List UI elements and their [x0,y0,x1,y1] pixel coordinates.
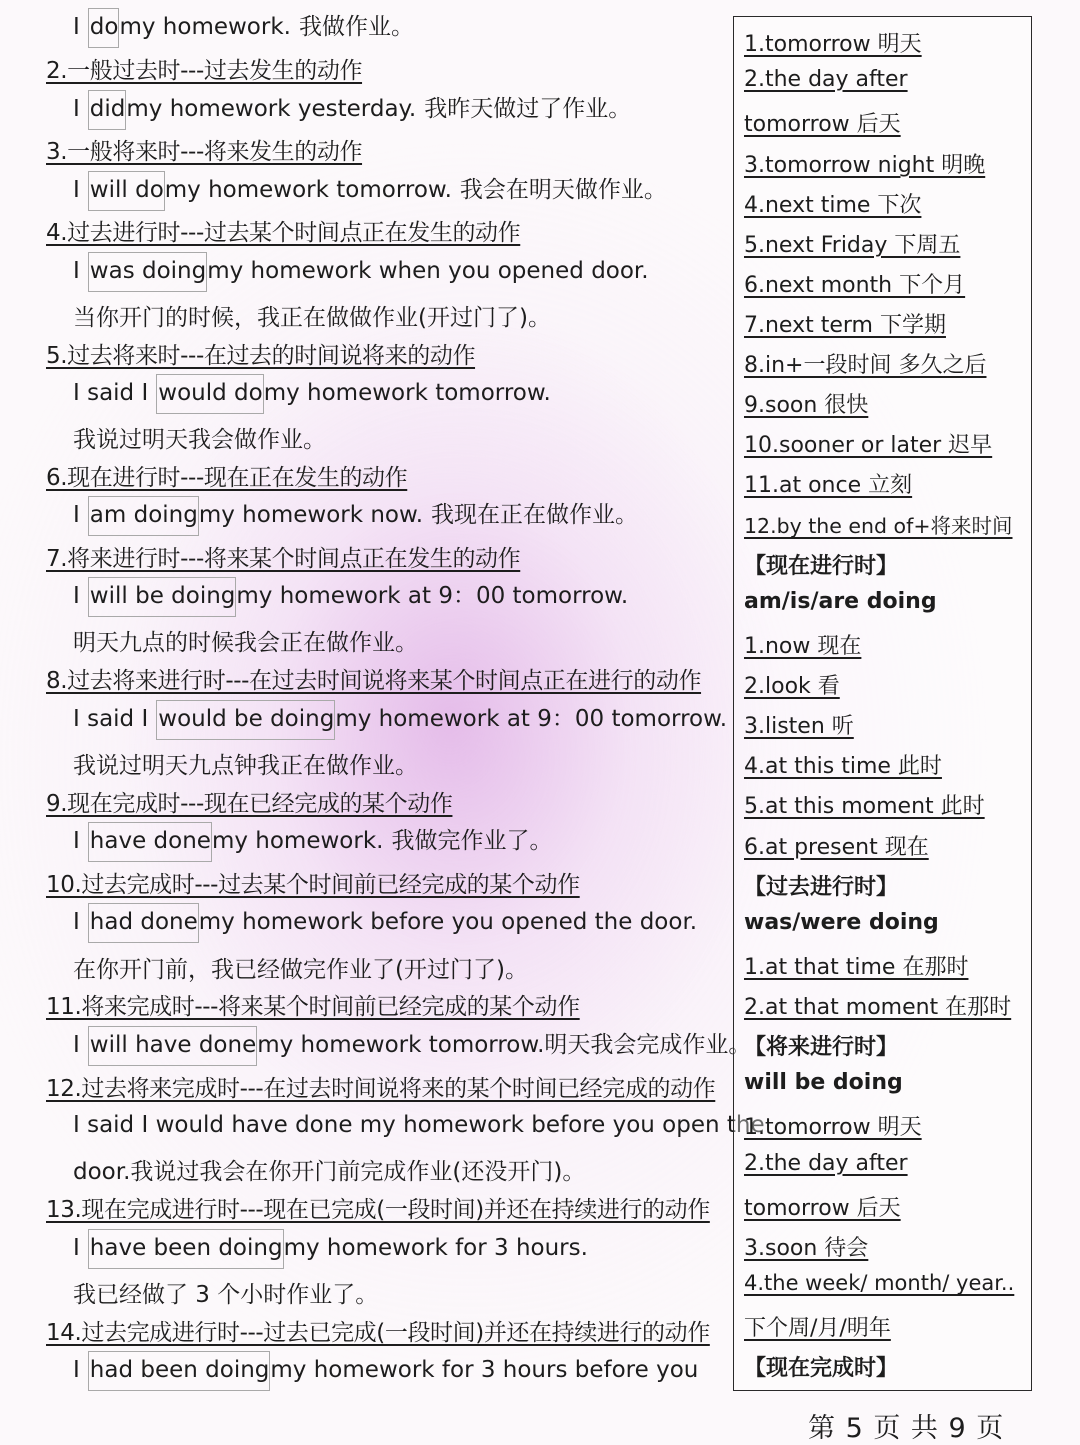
tense-heading: 8.过去将来进行时---在过去时间说将来某个时间点正在进行的动作 [46,668,702,694]
sidebar-item: 1.tomorrow 明天 [744,32,922,57]
tense-heading: 9.现在完成时---现在已经完成的某个动作 [46,791,453,817]
sidebar-item: 1.at that time 在那时 [744,955,969,980]
example-sentence [73,700,727,740]
sidebar-item: 3.listen 听 [744,714,854,739]
verb-form-box: have been doing [88,1229,284,1269]
sidebar-item: 7.next term 下学期 [744,313,946,338]
example-prefix: I [73,1032,80,1058]
example-rest: my homework when you opened door. [207,258,649,284]
sidebar-item: tomorrow 后天 [744,112,901,137]
verb-form-box: have done [88,822,212,862]
verb-form-box: will be doing [88,577,237,617]
example-prefix: I [73,1235,80,1261]
example-rest: my homework tomorrow.明天我会完成作业。 [257,1032,752,1058]
example-prefix: I [73,1357,80,1383]
example-sentence [73,1026,751,1066]
tense-heading: 11.将来完成时---将来某个时间前已经完成的某个动作 [46,994,580,1020]
example-prefix: I [73,14,80,40]
example-sentence [73,577,628,617]
sidebar-item: 12.by the end of+将来时间 [744,514,1013,538]
example-sentence: door.我说过我会在你开门前完成作业(还没开门)。 [73,1159,586,1185]
sidebar-section-title: 【过去进行时】 [744,875,899,900]
example-prefix: I [73,583,80,609]
example-translation: 我已经做了 3 个小时作业了。 [73,1282,379,1308]
sidebar-item: 5.at this moment 此时 [744,794,985,819]
verb-form-box: do [88,8,120,48]
example-prefix: I [73,177,80,203]
example-sentence [73,903,697,943]
sidebar-item: 6.next month 下个月 [744,273,966,298]
example-sentence [73,822,552,862]
example-prefix: I [73,909,80,935]
verb-form-box: would do [156,374,263,414]
example-prefix: I [73,258,80,284]
verb-form-box: will do [88,171,165,211]
tense-heading: 2.一般过去时---过去发生的动作 [46,58,363,84]
sidebar-section-title: 【现在完成时】 [744,1356,899,1381]
tense-heading: 14.过去完成进行时---过去已完成(一段时间)并还在持续进行的动作 [46,1320,710,1346]
tense-heading: 7.将来进行时---将来某个时间点正在发生的动作 [46,546,521,572]
page-number: 第 5 页 共 9 页 [808,1413,1005,1444]
example-translation: 在你开门前，我已经做完作业了(开过门了)。 [73,957,528,983]
sidebar-item: 2.at that moment 在那时 [744,995,1012,1020]
example-sentence [73,374,551,414]
example-translation: 我会在明天做作业。 [459,177,667,203]
sidebar-item: tomorrow 后天 [744,1196,901,1221]
example-rest: my homework tomorrow. [263,380,551,406]
sidebar-item: 2.the day after [744,1151,908,1176]
example-rest: my homework at 9：00 tomorrow. [335,706,728,732]
time-expressions-box [733,16,1032,1391]
sidebar-formula: was/were doing [744,910,939,935]
sidebar-item: 1.now 现在 [744,634,862,659]
example-translation: 我说过明天九点钟我正在做作业。 [73,753,418,779]
example-translation: 我做完作业了。 [391,828,553,854]
tense-heading: 4.过去进行时---过去某个时间点正在发生的动作 [46,220,521,246]
example-rest: my homework at 9：00 tomorrow. [236,583,629,609]
sidebar-item: 8.in+一段时间 多久之后 [744,353,987,378]
example-translation: 我说过明天我会做作业。 [73,427,326,453]
tense-heading: 3.一般将来时---将来发生的动作 [46,139,363,165]
sidebar-item: 5.next Friday 下周五 [744,233,961,258]
sidebar-item: 4.next time 下次 [744,193,922,218]
example-rest: my homework for 3 hours. [283,1235,588,1261]
sidebar-item: 2.look 看 [744,674,840,699]
sidebar-item: 10.sooner or later 迟早 [744,433,993,458]
example-rest: my homework now. [198,502,424,528]
tense-heading: 5.过去将来时---在过去的时间说将来的动作 [46,343,476,369]
tense-heading: 12.过去将来完成时---在过去时间说将来的某个时间已经完成的动作 [46,1076,716,1102]
example-prefix: I said I [73,380,149,406]
example-translation: 我现在正在做作业。 [431,502,639,528]
tense-heading: 6.现在进行时---现在正在发生的动作 [46,465,408,491]
example-rest: my homework for 3 hours before you [270,1357,699,1383]
sidebar-item: 下个周/月/明年 [744,1316,891,1341]
verb-form-box: will have done [88,1026,257,1066]
verb-form-box: am doing [88,496,199,536]
example-sentence: I said I would have done my homework before you open the [73,1112,765,1138]
example-prefix: I said I [73,706,149,732]
example-sentence [73,171,667,211]
sidebar-item: 4.the week/ month/ year.. [744,1271,1015,1295]
example-prefix: I [73,502,80,528]
verb-form-box: had done [88,903,199,943]
sidebar-formula: am/is/are doing [744,589,937,614]
sidebar-item: 6.at present 现在 [744,835,929,860]
example-translation: 明天九点的时候我会正在做作业。 [73,630,418,656]
example-sentence [73,496,638,536]
tense-heading: 13.现在完成进行时---现在已完成(一段时间)并还在持续进行的动作 [46,1197,710,1223]
sidebar-item: 1.tomorrow 明天 [744,1115,922,1140]
example-sentence [73,90,631,130]
example-translation: 我做作业。 [298,14,414,40]
example-rest: my homework before you opened the door. [198,909,698,935]
sidebar-item: 3.tomorrow night 明晚 [744,153,986,178]
example-rest: my homework. [119,14,291,40]
example-sentence [73,1351,698,1391]
verb-form-box: was doing [88,252,207,292]
example-prefix: I [73,96,80,122]
verb-form-box: would be doing [156,700,335,740]
example-sentence [73,252,649,292]
sidebar-item: 4.at this time 此时 [744,754,942,779]
verb-form-box: had been doing [88,1351,271,1391]
example-rest: my homework yesterday. [126,96,417,122]
sidebar-item: 11.at once 立刻 [744,473,913,498]
sidebar-item: 9.soon 很快 [744,393,869,418]
sidebar-section-title: 【将来进行时】 [744,1035,899,1060]
sidebar-formula: will be doing [744,1070,903,1095]
tense-heading: 10.过去完成时---过去某个时间前已经完成的某个动作 [46,872,580,898]
example-prefix: I [73,828,80,854]
example-translation: 当你开门的时候，我正在做做作业(开过门了)。 [73,305,551,331]
verb-form-box: did [88,90,127,130]
example-rest: my homework. [211,828,384,854]
sidebar-section-title: 【现在进行时】 [744,554,899,579]
sidebar-item: 2.the day after [744,67,908,92]
example-sentence [73,8,414,48]
example-rest: my homework tomorrow. [164,177,452,203]
example-sentence [73,1229,588,1269]
sidebar-item: 3.soon 待会 [744,1236,869,1261]
example-translation: 我昨天做过了作业。 [424,96,632,122]
